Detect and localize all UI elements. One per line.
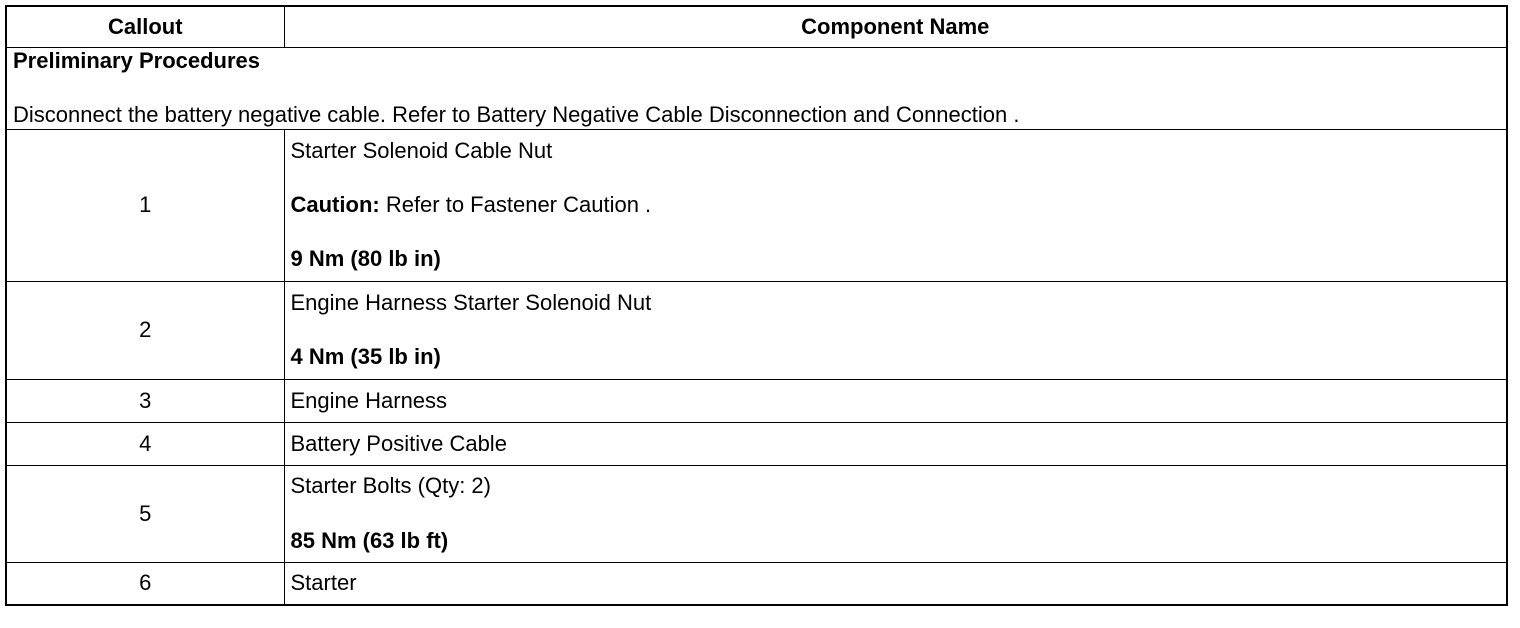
- component-name: Starter: [284, 562, 1507, 605]
- table-row: [6, 281, 1507, 379]
- header-component-name: Component Name: [284, 6, 1507, 48]
- caution-text: Refer to Fastener Caution .: [379, 192, 652, 218]
- callout-table: [5, 5, 1508, 606]
- torque-spec: 85 Nm (63 lb ft): [290, 527, 449, 553]
- component-name: Battery Positive Cable: [284, 422, 1507, 465]
- preliminary-cell: [6, 48, 1507, 130]
- component-cell: [284, 281, 1507, 379]
- torque-spec: 4 Nm (35 lb in): [290, 344, 441, 370]
- header-row: [6, 6, 1507, 48]
- callout-number: 4: [6, 422, 284, 465]
- table-row: [6, 379, 1507, 422]
- callout-number: 3: [6, 379, 284, 422]
- caution-label: Caution:: [290, 192, 380, 218]
- callout-number: 1: [6, 129, 284, 281]
- table-row: [6, 422, 1507, 465]
- header-callout: Callout: [6, 6, 284, 48]
- component-name: Starter Bolts (Qty: 2): [290, 473, 491, 499]
- callout-number: 2: [6, 281, 284, 379]
- component-cell: [284, 129, 1507, 281]
- callout-number: 5: [6, 465, 284, 562]
- torque-spec: 9 Nm (80 lb in): [290, 246, 441, 272]
- component-name: Starter Solenoid Cable Nut: [290, 137, 553, 163]
- table-row: [6, 562, 1507, 605]
- preliminary-text: Disconnect the battery negative cable. Refer to Battery Negative Cable Disconnection and Connection .: [13, 102, 1020, 128]
- caution-note: [291, 192, 1501, 218]
- table-row: [6, 465, 1507, 562]
- component-name: Engine Harness Starter Solenoid Nut: [290, 289, 652, 315]
- preliminary-row: [6, 48, 1507, 130]
- component-cell: [284, 465, 1507, 562]
- component-name: Engine Harness: [284, 379, 1507, 422]
- callout-number: 6: [6, 562, 284, 605]
- preliminary-heading: Preliminary Procedures: [13, 48, 261, 73]
- table-row: [6, 129, 1507, 281]
